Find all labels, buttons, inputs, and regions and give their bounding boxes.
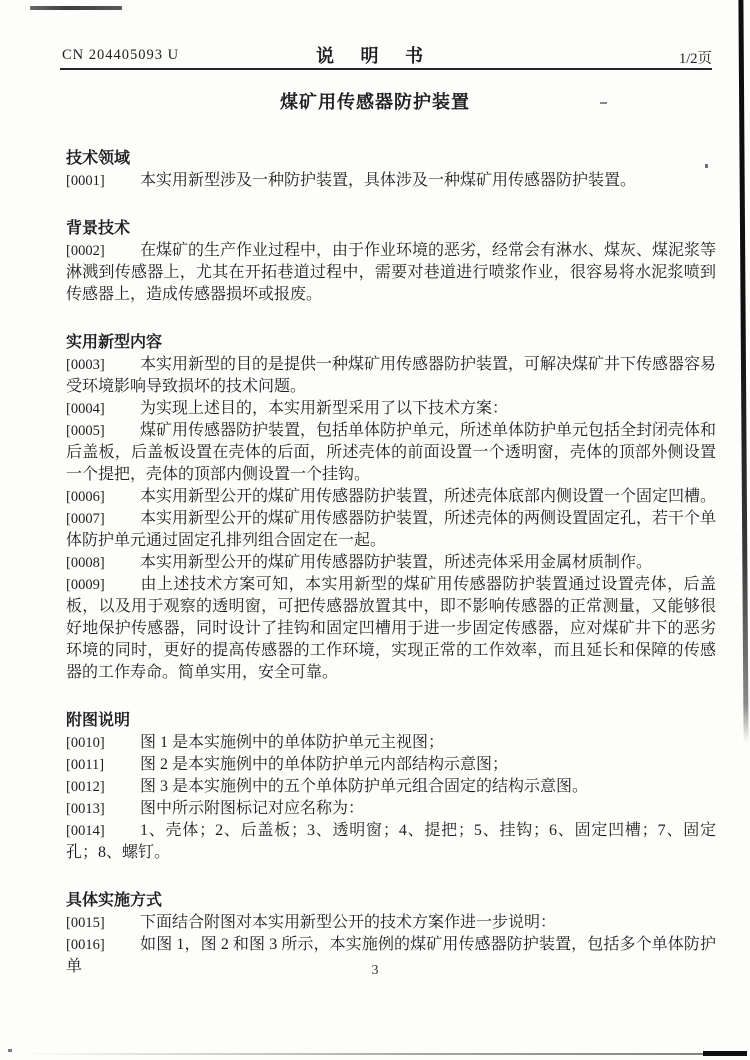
paragraph-text: 图 3 是本实施例中的五个单体防护单元组合固定的结构示意图。 [140, 778, 589, 795]
paragraph [66, 170, 716, 192]
paragraph-text: 图 1 是本实施例中的单体防护单元主视图； [140, 734, 445, 751]
paragraph [66, 420, 716, 486]
section-utility-model-content [66, 332, 716, 684]
paragraph-text: 为实现上述目的，本实用新型采用了以下技术方案： [140, 400, 509, 417]
scan-artifact-bottom-right-block [703, 1051, 747, 1056]
paragraph-number: [0013] [66, 801, 105, 817]
paragraph [66, 508, 716, 552]
paragraph-text: 由上述技术方案可知，本实用新型的煤矿用传感器防护装置通过设置壳体，后盖板，以及用于观察的透明窗，可把传感器放置其中，即不影响传感器的正常测量，又能够很好地保护传感器，同时设计了挂钩和固定凹槽用于进一步固定传感器，应对煤矿井下的恶劣环境的同时，更好的提高传感器的工作环境，实现正常的工作效率，而且延长和保障的传感器的工作寿命。简单实用，安全可靠。 [66, 576, 716, 681]
section-heading: 实用新型内容 [66, 334, 163, 351]
document-body [66, 148, 716, 978]
header-divider-rule [60, 68, 712, 70]
scan-speck [600, 102, 607, 104]
paragraph [66, 354, 716, 398]
paragraph [66, 912, 716, 934]
paragraph-number: [0008] [66, 555, 105, 571]
section-heading: 技术领域 [66, 150, 131, 167]
footer-page-number: 3 [371, 963, 379, 978]
paragraph [66, 776, 716, 798]
scan-speck [705, 164, 708, 168]
document-type-title: 说 明 书 [316, 46, 434, 66]
paragraph-text: 本实用新型公开的煤矿用传感器防护装置，所述壳体的两侧设置固定孔，若干个单体防护单元通过固定孔排列组合固定在一起。 [66, 510, 717, 549]
paragraph [66, 552, 716, 574]
paragraph-number: [0004] [66, 401, 105, 417]
paragraph-text: 图 2 是本实施例中的单体防护单元内部结构示意图； [140, 756, 509, 773]
section-heading: 背景技术 [66, 220, 131, 237]
paragraph [66, 574, 716, 684]
paragraph-number: [0015] [66, 915, 105, 931]
paragraph [66, 486, 716, 508]
paragraph-number: [0012] [66, 779, 105, 795]
section-heading: 具体实施方式 [66, 892, 163, 909]
paragraph-number: [0007] [66, 511, 105, 527]
paragraph-number: [0005] [66, 423, 105, 439]
section-brief-description-of-drawings [66, 710, 716, 864]
paragraph [66, 754, 716, 776]
paragraph-text: 本实用新型公开的煤矿用传感器防护装置，所述壳体采用金属材质制作。 [140, 554, 653, 571]
paragraph [66, 820, 716, 864]
paragraph-text: 1、壳体；2、后盖板；3、透明窗；4、提把；5、挂钩；6、固定凹槽；7、固定孔；8、螺钉。 [66, 822, 716, 861]
section-background-art [66, 218, 716, 306]
paragraph-text: 本实用新型涉及一种防护装置，具体涉及一种煤矿用传感器防护装置。 [140, 172, 637, 189]
header-page-indicator: 1/2页 [678, 51, 712, 67]
paragraph-number: [0016] [66, 937, 105, 953]
scan-artifact-bottom-edge-line [20, 1053, 747, 1055]
paragraph [66, 798, 716, 820]
paragraph-number: [0001] [66, 173, 105, 189]
paragraph [66, 732, 716, 754]
paragraph-text: 下面结合附图对本实用新型公开的技术方案作进一步说明： [140, 914, 557, 931]
section-technical-field [66, 148, 716, 192]
paragraph [66, 398, 716, 420]
paragraph-number: [0009] [66, 577, 105, 593]
paragraph-number: [0014] [66, 823, 105, 839]
paragraph-number: [0003] [66, 357, 105, 373]
paragraph-text: 在煤矿的生产作业过程中，由于作业环境的恶劣，经常会有淋水、煤灰、煤泥浆等淋溅到传感器上，尤其在开拓巷道过程中，需要对巷道进行喷浆作业，很容易将水泥浆喷到传感器上，造成传感器损坏或报废。 [66, 242, 717, 303]
paragraph-number: [0002] [66, 243, 105, 259]
invention-title: 煤矿用传感器防护装置 [280, 92, 470, 112]
section-heading: 附图说明 [66, 712, 131, 729]
paragraph-number: [0011] [66, 757, 105, 773]
paragraph [66, 240, 716, 306]
paragraph-number: [0006] [66, 489, 105, 505]
paragraph-text: 本实用新型公开的煤矿用传感器防护装置，所述壳体底部内侧设置一个固定凹槽。 [140, 488, 717, 505]
paragraph-text: 图中所示附图标记对应名称为： [140, 800, 365, 817]
paragraph-text: 煤矿用传感器防护装置，包括单体防护单元，所述单体防护单元包括全封闭壳体和后盖板，后盖板设置在壳体的后面，所述壳体的前面设置一个透明窗，壳体的顶部外侧设置一个提把，壳体的顶部内侧设置一个挂钩。 [66, 422, 717, 483]
paragraph-text: 如图 1，图 2 和图 3 所示，本实施例的煤矿用传感器防护装置，包括多个单体防护单 [66, 936, 716, 975]
document-number: CN 204405093 U [62, 47, 180, 63]
paragraph-number: [0010] [66, 735, 105, 751]
scan-speck [8, 1049, 12, 1052]
scan-artifact-top-left-mark [30, 6, 122, 10]
paragraph-text: 本实用新型的目的是提供一种煤矿用传感器防护装置，可解决煤矿井下传感器容易受环境影响导致损坏的技术问题。 [66, 356, 717, 395]
